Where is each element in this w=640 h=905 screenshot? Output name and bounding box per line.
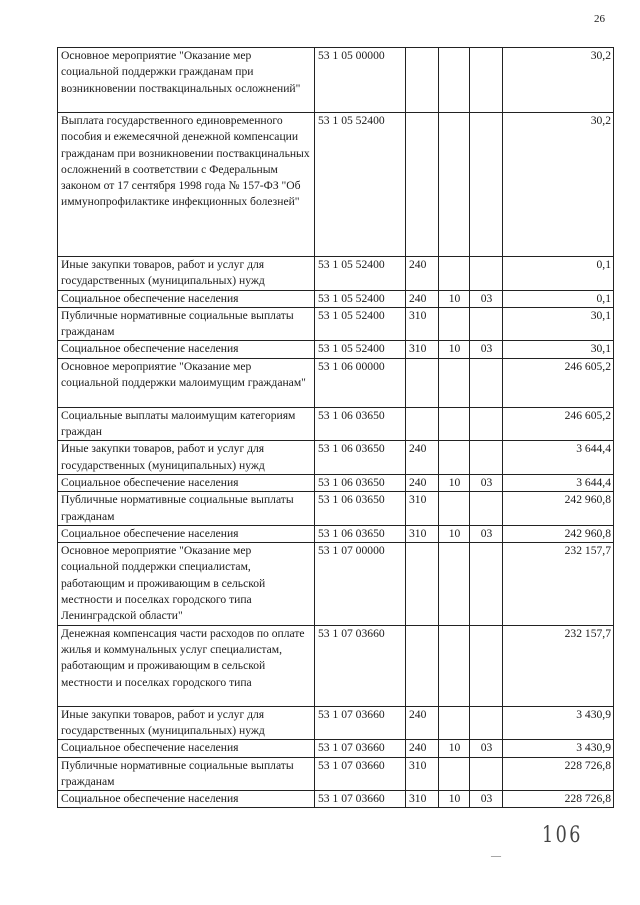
row-name: Социальное обеспечение населения: [58, 341, 315, 358]
row-name: Публичные нормативные социальные выплаты гражданам: [58, 492, 315, 526]
row-vr: [406, 407, 439, 441]
row-pr: 03: [470, 525, 503, 542]
row-name: Социальные выплаты малоимущим категориям граждан: [58, 407, 315, 441]
table-row: [58, 341, 614, 358]
row-sum: 0,1: [503, 290, 614, 307]
row-pr: [470, 492, 503, 526]
row-code: 53 1 06 03650: [315, 441, 406, 475]
row-vr: [406, 48, 439, 113]
row-sum: 242 960,8: [503, 492, 614, 526]
row-name: Публичные нормативные социальные выплаты гражданам: [58, 307, 315, 341]
row-rz: 10: [439, 740, 470, 757]
row-code: 53 1 05 52400: [315, 341, 406, 358]
row-code: 53 1 06 00000: [315, 358, 406, 407]
row-name: Иные закупки товаров, работ и услуг для государственных (муниципальных) нужд: [58, 441, 315, 475]
row-sum: 232 157,7: [503, 543, 614, 625]
row-vr: 240: [406, 474, 439, 491]
row-pr: [470, 625, 503, 706]
row-name: Основное мероприятие "Оказание мер социальной поддержки малоимущим гражданам": [58, 358, 315, 407]
row-name: Социальное обеспечение населения: [58, 474, 315, 491]
row-vr: 310: [406, 492, 439, 526]
table-row: [58, 441, 614, 475]
row-rz: 10: [439, 791, 470, 808]
row-code: 53 1 07 03660: [315, 791, 406, 808]
row-name: Публичные нормативные социальные выплаты гражданам: [58, 757, 315, 791]
row-rz: [439, 625, 470, 706]
row-rz: [439, 113, 470, 257]
table-row: [58, 358, 614, 407]
row-sum: 246 605,2: [503, 407, 614, 441]
row-name: Социальное обеспечение населения: [58, 791, 315, 808]
table-body: [58, 48, 614, 808]
row-pr: [470, 257, 503, 291]
row-code: 53 1 07 03660: [315, 740, 406, 757]
row-pr: 03: [470, 290, 503, 307]
row-rz: [439, 358, 470, 407]
table-row: [58, 307, 614, 341]
table-row: [58, 257, 614, 291]
table-row: [58, 543, 614, 625]
row-vr: 310: [406, 307, 439, 341]
row-name: Иные закупки товаров, работ и услуг для государственных (муниципальных) нужд: [58, 706, 315, 740]
row-name: Денежная компенсация части расходов по оплате жилья и коммунальных услуг специалистам, работающим и проживающим в сельской местности и поселках городского типа: [58, 625, 315, 706]
row-sum: 30,2: [503, 113, 614, 257]
row-name: Иные закупки товаров, работ и услуг для государственных (муниципальных) нужд: [58, 257, 315, 291]
table-row: [58, 492, 614, 526]
row-rz: [439, 307, 470, 341]
row-sum: 0,1: [503, 257, 614, 291]
row-name: Социальное обеспечение населения: [58, 290, 315, 307]
row-code: 53 1 05 52400: [315, 307, 406, 341]
row-sum: 30,1: [503, 341, 614, 358]
table-row: [58, 48, 614, 113]
row-code: 53 1 05 52400: [315, 113, 406, 257]
row-code: 53 1 07 03660: [315, 706, 406, 740]
row-name: Основное мероприятие "Оказание мер социальной поддержки специалистам, работающим и проживающим в сельской местности и поселках городского типа Ленинградской области": [58, 543, 315, 625]
row-pr: [470, 543, 503, 625]
table-row: [58, 407, 614, 441]
page-number: 26: [594, 13, 605, 25]
row-pr: [470, 706, 503, 740]
table-row: [58, 474, 614, 491]
row-pr: 03: [470, 341, 503, 358]
row-code: 53 1 07 03660: [315, 625, 406, 706]
row-rz: 10: [439, 290, 470, 307]
row-pr: 03: [470, 474, 503, 491]
row-rz: [439, 48, 470, 113]
row-pr: 03: [470, 740, 503, 757]
row-code: 53 1 05 00000: [315, 48, 406, 113]
table-row: [58, 706, 614, 740]
row-vr: 240: [406, 290, 439, 307]
row-sum: 228 726,8: [503, 757, 614, 791]
row-pr: [470, 757, 503, 791]
row-code: 53 1 06 03650: [315, 525, 406, 542]
table-row: [58, 525, 614, 542]
row-code: 53 1 06 03650: [315, 474, 406, 491]
row-sum: 30,2: [503, 48, 614, 113]
row-vr: [406, 113, 439, 257]
row-sum: 3 644,4: [503, 474, 614, 491]
row-sum: 232 157,7: [503, 625, 614, 706]
row-code: 53 1 06 03650: [315, 492, 406, 526]
row-sum: 246 605,2: [503, 358, 614, 407]
row-vr: [406, 358, 439, 407]
row-vr: 310: [406, 791, 439, 808]
row-sum: 3 430,9: [503, 740, 614, 757]
row-vr: 310: [406, 341, 439, 358]
row-sum: 228 726,8: [503, 791, 614, 808]
table-row: [58, 791, 614, 808]
row-code: 53 1 05 52400: [315, 290, 406, 307]
row-sum: 3 644,4: [503, 441, 614, 475]
row-rz: [439, 706, 470, 740]
row-pr: [470, 113, 503, 257]
row-vr: 310: [406, 525, 439, 542]
row-name: Основное мероприятие "Оказание мер социальной поддержки гражданам при возникновении поствакцинальных осложнений": [58, 48, 315, 113]
row-rz: 10: [439, 525, 470, 542]
row-rz: [439, 543, 470, 625]
row-name: Выплата государственного единовременного пособия и ежемесячной денежной компенсации гражданам при возникновении поствакцинальных осложнений в соответствии с Федеральным законом от 17 сентября 1998 года № 157-ФЗ "Об иммунопрофилактике инфекционных болезней": [58, 113, 315, 257]
row-code: 53 1 07 03660: [315, 757, 406, 791]
row-rz: [439, 441, 470, 475]
row-vr: [406, 543, 439, 625]
row-rz: [439, 407, 470, 441]
row-code: 53 1 07 00000: [315, 543, 406, 625]
row-pr: [470, 407, 503, 441]
table-row: [58, 740, 614, 757]
row-code: 53 1 06 03650: [315, 407, 406, 441]
row-pr: [470, 441, 503, 475]
row-vr: 310: [406, 757, 439, 791]
row-vr: 240: [406, 740, 439, 757]
row-code: 53 1 05 52400: [315, 257, 406, 291]
row-rz: 10: [439, 341, 470, 358]
budget-table: [57, 47, 614, 808]
row-rz: [439, 757, 470, 791]
row-vr: 240: [406, 706, 439, 740]
table-row: [58, 757, 614, 791]
row-rz: [439, 257, 470, 291]
row-rz: 10: [439, 474, 470, 491]
table-row: [58, 290, 614, 307]
row-sum: 3 430,9: [503, 706, 614, 740]
table-row: [58, 113, 614, 257]
row-vr: 240: [406, 441, 439, 475]
row-vr: [406, 625, 439, 706]
row-vr: 240: [406, 257, 439, 291]
row-pr: [470, 48, 503, 113]
stamp-number: 106: [542, 823, 583, 848]
row-pr: [470, 358, 503, 407]
row-rz: [439, 492, 470, 526]
row-name: Социальное обеспечение населения: [58, 740, 315, 757]
row-pr: [470, 307, 503, 341]
row-name: Социальное обеспечение населения: [58, 525, 315, 542]
row-pr: 03: [470, 791, 503, 808]
table-row: [58, 625, 614, 706]
stamp-dash: —: [491, 851, 501, 862]
row-sum: 30,1: [503, 307, 614, 341]
row-sum: 242 960,8: [503, 525, 614, 542]
